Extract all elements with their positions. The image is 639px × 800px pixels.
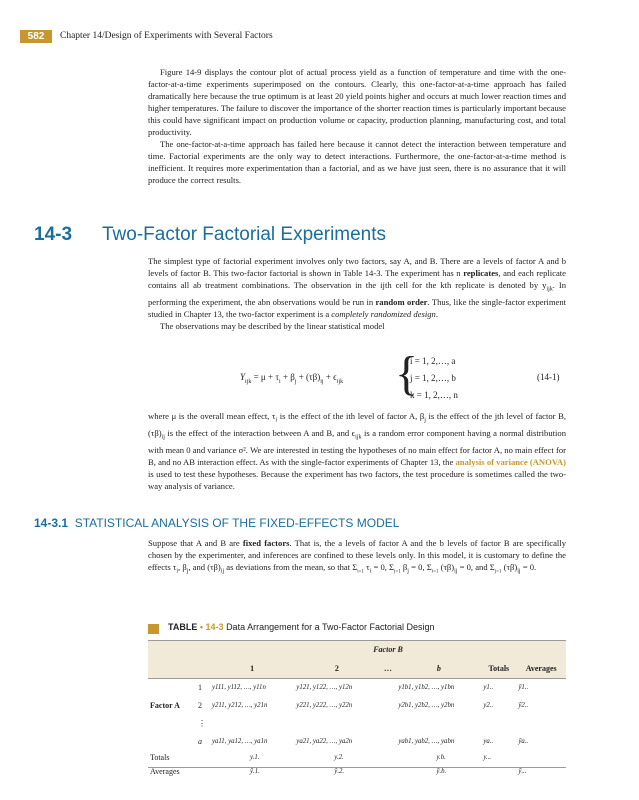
table-row: Factor A 2 y211, y212, …, y21n y221, y222, …, y22n y2b1, y2b2, …, y2bn y2.. ȳ2.. [148,696,566,714]
table-row: 1 y111, y112, …, y11n y121, y122, …, y12n y1b1, y1b2, …, y1bn y1.. ȳ1.. [198,682,529,692]
section-title: Two-Factor Factorial Experiments [102,224,387,245]
col-head-averages: Averages [525,664,557,673]
section-body [148,255,566,332]
running-head: Chapter 14/Design of Experiments with Several Factors [60,31,273,41]
section-number: 14-3 [34,224,73,245]
case-i: i = 1, 2,…, a [410,356,456,366]
case-k: k = 1, 2,…, n [410,390,458,400]
equation-number: (14-1) [537,372,560,382]
subsection-heading: 14-3.1 STATISTICAL ANALYSIS OF THE FIXED-EFFECTS MODEL [34,516,400,530]
col-head-2: 2 [334,664,339,673]
table-row: a ya11, ya12, …, ya1n ya21, ya22, …, ya2n yab1, yab2, …, yabn ya.. ȳa.. [198,736,529,746]
intro-paragraph-1: Figure 14-9 displays the contour plot of actual process yield as a function of temperature and time with the one-factor-at-a-time experiments superimposed on the contours. Clearly, this one-factor-at-a-time approach has failed dramatically here because the true optimum is at least 20 yield points higher and occurs at much lower reaction times and higher temperatures. The failure to discover the importance of the shorter reaction times is particularly important because this could have significant impact on production volume or capacity, production planning, manufacturing cost, and total productivity. [148,67,566,138]
factor-b-label: Factor B [373,645,403,654]
section-paragraph-2: The observations may be described by the linear statistical model [160,320,385,331]
col-head-b: b [436,664,441,673]
data-table [148,640,566,778]
table-marker [148,624,159,634]
col-head-totals: Totals [488,664,510,673]
totals-row: Totals y.1. y.2. y.b. y... [150,752,492,762]
term-replicates: replicates [463,268,499,279]
model-description: where μ is the overall mean effect, $\tau_i$ is the effect of the ith level of factor A, $\beta_j$ is the effect of the jth level of factor B, $(\tau\beta)_{ij}$ is the effect of the interaction between A and B, and $\epsilon_{ijk}$ is a random error component having a normal distribution with mean 0 and variance σ². We are interested in testing the hypotheses of no main effect for factor A, no main effect for B, and no AB interaction effect. As with the single-factor experiments of Chapter 13, the analysis of variance (ANOVA) is used to test these hypotheses. Because the experiment has two factors, the test procedure is sometimes called the two-way analysis of variance. [148,411,567,491]
factor-a-label: Factor A [150,700,180,710]
intro-text [148,66,566,186]
term-crd: completely randomized design [331,308,436,319]
subsection-body: Suppose that A and B are fixed factors. That is, the a levels of factor A and the b levels of factor B are specifically chosen by the experimenter, and inferences are confined to these levels only. In this model, it is customary to define the effects $\tau_i$, $\beta_j$, and $(\tau\beta)_{ij}$ as deviations from the mean, so that $\Sigma_{i=1}$ $\tau_i = 0$, $\Sigma_{j=1}$ $\beta_j = 0$, $\Sigma_{i=1}$ $(\tau\beta)_{ij} = 0$, and $\Sigma_{j=1}$ $(\tau\beta)_{ij} = 0$. [148,538,566,575]
term-fixed-factors: fixed factors [242,538,290,548]
table-title: TABLE • 14-3 Data Arrangement for a Two-Factor Factorial Design [168,622,435,632]
col-head-1: 1 [250,664,255,673]
table-row: ⋮ [198,718,206,728]
page-number: 582 [20,30,52,43]
averages-row: Averages ȳ.1. ȳ.2. ȳ.b. ȳ... [150,766,527,776]
intro-paragraph-2: The one-factor-at-a-time approach has failed here because it cannot detect the interaction between temperature and time. Factorial experiments are the only way to detect interactions. Furthermore, the one-factor-at-a-time method is inefficient. It requires more experimentation than a factorial, and as we have just seen, there is no assurance that it will produce the correct results. [148,139,566,186]
section-paragraph-1: The simplest type of factorial experiment involves only two factors, say A, and B. There are a levels of factor A and b levels of factor B. This two-factor factorial is shown in Table 14-3. The experiment has n replicates, and each replicate contains all ab treatment combinations. The observation in the ijth cell for the kth replicate is denoted by $y_{ijk}$. In performing the experiment, the abn observations would be run in random order. Thus, like the single-factor experiment studied in Chapter 13, the two-factor experiment is a completely randomized design. [148,256,566,319]
term-random-order: random order [375,296,428,307]
term-anova: analysis of variance (ANOVA) [455,456,566,467]
col-head-ellipsis: … [383,664,392,673]
case-j: j = 1, 2,…, b [410,373,456,383]
